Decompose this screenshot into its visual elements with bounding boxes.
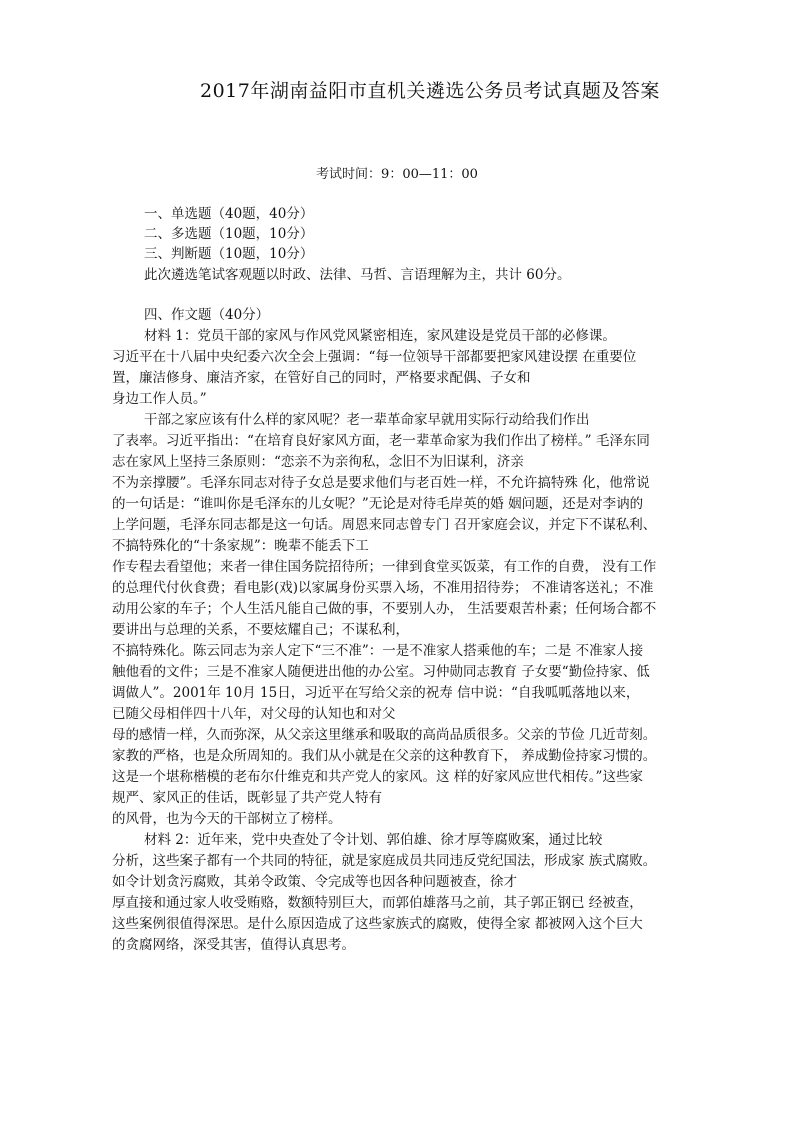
- body-line: 触他看的文件；三是不准家人随便进出他的办公室。习仲勋同志教育 子女要“勤俭持家、低: [112, 664, 650, 680]
- body-line: 上学问题，毛泽东同志都是这一句话。周恩来同志曾专门 召开家庭会议，并定下不谋私利、: [112, 517, 657, 533]
- body-line: 的风骨，也为今天的干部树立了榜样。: [112, 811, 342, 827]
- body-line: 分析，这些案子都有一个共同的特征，就是家庭成员共同违反党纪国法，形成家 族式腐败。: [112, 853, 657, 869]
- body-line: 规严、家风正的佳话，既彰显了共产党人特有: [112, 790, 382, 806]
- body-line: 的一句话是：“谁叫你是毛泽东的儿女呢？”无论是对待毛岸英的婚 姻问题，还是对李讷的: [112, 496, 644, 512]
- body-line: 的贪腐网络，深受其害，值得认真思考。: [112, 937, 355, 953]
- body-line: 要讲出与总理的关系，不要炫耀自己；不谋私利，: [112, 622, 409, 638]
- body-line: 不搞特殊化的“十条家规”：晚辈不能丢下工: [112, 538, 369, 554]
- exam-time: 考试时间：9：00—11：00: [316, 167, 478, 182]
- body-line: 家教的严格，也是众所周知的。我们从小就是在父亲的这种教育下， 养成勤俭持家习惯的。: [112, 748, 657, 764]
- section-single-choice: 一、单选题（40题，40分）: [144, 206, 314, 222]
- body-line: 不搞特殊化。陈云同志为亲人定下“三不准”：一是不准家人搭乘他的车；二是 不准家人接: [112, 643, 644, 659]
- body-line: 调做人”。2001年 10月 15日，习近平在写给父亲的祝寿 信中说：“自我呱呱落地以来，: [112, 685, 640, 701]
- body-line: 了表率。习近平指出：“在培育良好家风方面，老一辈革命家为我们作出了榜样。” 毛泽东同: [112, 433, 650, 449]
- section-note: 此次遴选笔试客观题以时政、法律、马哲、言语理解为主，共计 60分。: [144, 267, 571, 283]
- body-line: 置，廉洁修身、廉洁齐家，在管好自己的同时，严格要求配偶、子女和: [112, 370, 531, 386]
- body-line: 已随父母相伴四十八年，对父母的认知也和对父: [112, 706, 396, 722]
- body-line: 厚直接和通过家人收受贿赂，数额特别巨大，而郭伯雄落马之前，其子郭正钢已 经被查，: [112, 895, 643, 911]
- body-line: 作专程去看望他；来者一律住国务院招待所；一律到食堂买饭菜，有工作的自费， 没有工作: [112, 559, 657, 575]
- body-line: 动用公家的车子；个人生活凡能自己做的事，不要别人办， 生活要艰苦朴素；任何场合都不: [112, 601, 657, 617]
- body-line: 不为亲撑腰”。毛泽东同志对待子女总是要求他们与老百姓一样，不允许搞特殊 化，他常说: [112, 475, 650, 491]
- body-line: 身边工作人员。”: [112, 391, 207, 407]
- body-line: 这是一个堪称楷模的老布尔什维克和共产党人的家风。这 样的好家风应世代相传。”这些家: [112, 769, 643, 785]
- document-title: 2017年湖南益阳市直机关遴选公务员考试真题及答案: [200, 80, 660, 102]
- body-line: 材料 2：近年来，党中央查处了令计划、郭伯雄、徐才厚等腐败案，通过比较: [144, 832, 603, 848]
- body-line: 材料 1：党员干部的家风与作风党风紧密相连，家风建设是党员干部的必修课。: [144, 328, 616, 344]
- body-line: 母的感情一样，久而弥深，从父亲这里继承和吸取的高尚品质很多。父亲的节俭 几近苛刻。: [112, 727, 657, 743]
- body-line: 如令计划贪污腐败，其弟令政策、令完成等也因各种问题被查，徐才: [112, 874, 517, 890]
- section-multiple-choice: 二、多选题（10题，10分）: [144, 226, 314, 242]
- body-line: 的总理代付伙食费；看电影(戏)以家属身份买票入场，不准用招待券； 不准请客送礼；不准: [112, 580, 654, 596]
- section-essay: 四、作文题（40分）: [144, 307, 270, 323]
- body-line: 这些案例很值得深思。是什么原因造成了这些家族式的腐败，使得全家 都被网入这个巨大: [112, 916, 643, 932]
- section-true-false: 三、判断题（10题，10分）: [144, 246, 314, 262]
- body-line: 习近平在十八届中央纪委六次全会上强调：“每一位领导干部都要把家风建设摆 在重要位: [112, 349, 637, 365]
- body-line: 干部之家应该有什么样的家风呢？老一辈革命家早就用实际行动给我们作出: [144, 412, 590, 428]
- body-line: 志在家风上坚持三条原则：“恋亲不为亲徇私，念旧不为旧谋利，济亲: [112, 454, 524, 470]
